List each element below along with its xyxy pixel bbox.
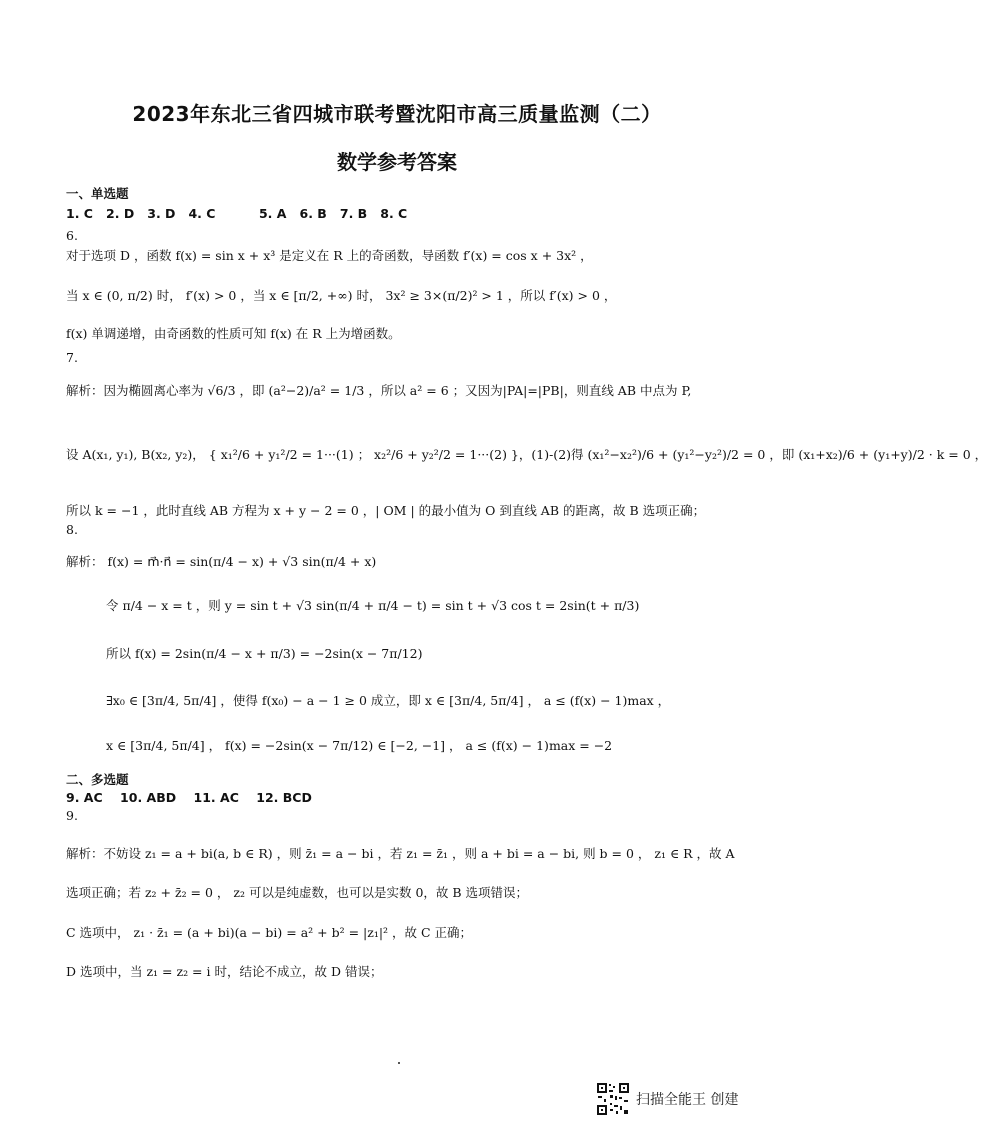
qr-code-icon bbox=[596, 1082, 630, 1116]
scanner-watermark bbox=[596, 1082, 738, 1116]
question-8-line-1: 解析： f(x) = m⃗·n⃗ = sin(π/4 − x) + √3 sin(π/4 + x) bbox=[66, 554, 377, 569]
single-choice-answers: 1. C 2. D 3. D 4. C 5. A 6. B 7. B 8. C bbox=[66, 206, 408, 221]
stray-dot bbox=[398, 1062, 400, 1064]
question-6-line-1: 对于选项 D ，函数 f(x) = sin x + x³ 是定义在 R 上的奇函数，导函数 f′(x) = cos x + 3x² ， bbox=[66, 248, 593, 263]
question-7-line-1: 解析：因为椭圆离心率为 √6/3 ，即 (a²−2)/a² = 1/3 ，所以 a² = 6 ；又因为|PA|=|PB|，则直线 AB 中点为 P, bbox=[66, 383, 692, 398]
page-subtitle: 数学参考答案 bbox=[337, 150, 457, 174]
question-9-line-3: C 选项中， z₁ · z̄₁ = (a + bi)(a − bi) = a² + b² = |z₁|² ，故 C 正确； bbox=[66, 925, 473, 940]
question-9-line-1: 解析：不妨设 z₁ = a + bi(a, b ∈ R) ，则 z̄₁ = a − bi ，若 z₁ = z̄₁ ，则 a + bi = a − bi, 则 b = 0 ， z₁ ∈ R ，故 A bbox=[66, 846, 735, 861]
question-9-number: 9. bbox=[66, 808, 78, 823]
section-heading-single-choice: 一、单选题 bbox=[66, 186, 129, 201]
question-9-line-2: 选项正确；若 z₂ + z̄₂ = 0 ， z₂ 可以是纯虚数，也可以是实数 0，故 B 选项错误； bbox=[66, 885, 529, 900]
section-heading-multiple-choice: 二、多选题 bbox=[66, 772, 129, 787]
page-title: 2023年东北三省四城市联考暨沈阳市高三质量监测（二） bbox=[132, 102, 662, 126]
question-7-number: 7. bbox=[66, 350, 78, 365]
question-6-line-3: f(x) 单调递增，由奇函数的性质可知 f(x) 在 R 上为增函数。 bbox=[66, 326, 401, 341]
question-7-line-3: 所以 k = −1 ，此时直线 AB 方程为 x + y − 2 = 0 ，| OM | 的最小值为 O 到直线 AB 的距离，故 B 选项正确； bbox=[66, 503, 706, 518]
question-9-line-4: D 选项中，当 z₁ = z₂ = i 时，结论不成立，故 D 错误； bbox=[66, 964, 383, 979]
question-7-line-2: 设 A(x₁, y₁), B(x₂, y₂)， { x₁²/6 + y₁²/2 = 1···(1) ； x₂²/6 + y₂²/2 = 1···(2) }，(1)-(2)得 (x₁²−x₂²)/6 + (y₁²−y₂²)/2 = 0 ，即 (x₁+x₂)/6 + (y₁+y)/2 · k = 0 ， bbox=[66, 447, 987, 462]
question-8-line-5: x ∈ [3π/4, 5π/4] ， f(x) = −2sin(x − 7π/12) ∈ [−2, −1] ， a ≤ (f(x) − 1)max = −2 bbox=[106, 738, 613, 753]
multiple-choice-answers: 9. AC 10. ABD 11. AC 12. BCD bbox=[66, 790, 312, 805]
scanner-brand-text: 扫描全能王 创建 bbox=[636, 1092, 739, 1108]
question-6-line-2: 当 x ∈ (0, π/2) 时， f′(x) > 0 ，当 x ∈ [π/2, +∞) 时， 3x² ≥ 3×(π/2)² > 1 ，所以 f′(x) > 0 ， bbox=[66, 288, 617, 303]
question-8-line-4: ∃x₀ ∈ [3π/4, 5π/4] ，使得 f(x₀) − a − 1 ≥ 0 成立，即 x ∈ [3π/4, 5π/4] ， a ≤ (f(x) − 1)max ， bbox=[106, 693, 671, 708]
question-6-number: 6. bbox=[66, 228, 78, 243]
question-8-line-2: 令 π/4 − x = t ，则 y = sin t + √3 sin(π/4 + π/4 − t) = sin t + √3 cos t = 2sin(t + π/3) bbox=[106, 598, 640, 613]
question-8-number: 8. bbox=[66, 522, 78, 537]
question-8-line-3: 所以 f(x) = 2sin(π/4 − x + π/3) = −2sin(x − 7π/12) bbox=[106, 646, 423, 661]
